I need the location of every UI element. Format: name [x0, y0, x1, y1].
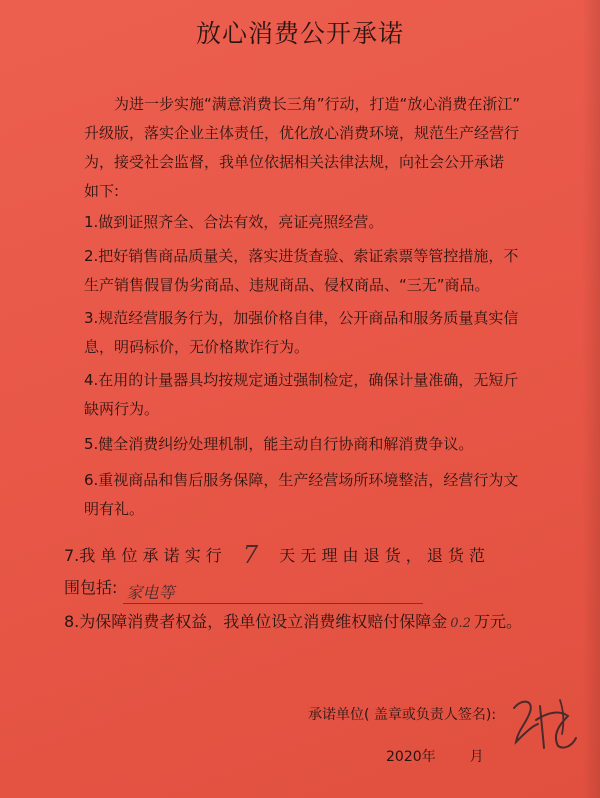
commitment-item-1: 1.做到证照齐全、合法有效，亮证亮照经营。: [84, 213, 384, 231]
commitment-item-3: [84, 304, 554, 362]
guarantee-amount-handwritten: 0.2: [450, 616, 471, 631]
intro-line-3: 为，接受社会监督，我单位依据相关法律法规，向社会公开承诺: [84, 153, 505, 171]
item-4-line-1: 4.在用的计量器具均按规定通过强制检定，确保计量准确，无短斤: [84, 371, 519, 389]
item-4-line-2: 缺两行为。: [84, 400, 160, 418]
commitment-item-6: [84, 466, 554, 524]
intro-line-1: 为进一步实施“满意消费长三角”行动，打造“放心消费在浙江”: [114, 95, 521, 113]
return-scope-field: [123, 577, 423, 604]
item-7-line-1: [64, 537, 554, 572]
item-7-line-2: [64, 572, 554, 604]
item-7-prefix: 7.我 单 位 承 诺 实 行: [64, 546, 222, 565]
commitment-item-4: [84, 366, 554, 424]
item-6-line-2: 明有礼。: [84, 500, 145, 518]
intro-line-2: 升级版，落实企业主体责任，优化放心消费环境，规范生产经营行: [84, 124, 520, 142]
return-scope-handwritten: 家电等: [126, 583, 175, 602]
intro-paragraph: [84, 90, 554, 206]
return-days-handwritten: 7: [242, 541, 259, 569]
handwritten-signature: [500, 690, 586, 760]
item-2-line-2: 生产销售假冒伪劣商品、违规商品、侵权商品、“三无”商品。: [84, 276, 490, 294]
item-3-line-2: 息，明码标价，无价格欺诈行为。: [84, 338, 310, 356]
signature-date: [386, 746, 484, 766]
document-title: 放心消费公开承诺: [195, 19, 404, 48]
date-year: 2020年: [386, 749, 436, 765]
paper-shadow: [582, 0, 600, 798]
item-7-middle: 天 无 理 由 退 货 ， 退 货 范: [279, 546, 486, 565]
date-month: 月: [469, 749, 484, 765]
item-6-line-1: 6.重视商品和售后服务保障，生产经营场所环境整洁，经营行为文: [84, 471, 519, 489]
item-8-prefix: 8.为保障消费者权益，我单位设立消费维权赔付保障金: [64, 612, 448, 631]
item-3-line-1: 3.规范经营服务行为，加强价格自律，公开商品和服务质量真实信: [84, 309, 519, 327]
signature-label: 承诺单位( 盖章或负责人签名):: [308, 707, 497, 723]
commitment-item-7: [64, 537, 554, 604]
commitment-item-8: [64, 606, 554, 640]
item-2-line-1: 2.把好销售商品质量关，落实进货查验、索证索票等管控措施，不: [84, 247, 519, 265]
commitment-item-5: 5.健全消费纠纷处理机制，能主动自行协商和解消费争议。: [84, 435, 474, 453]
return-scope-label: 围包括:: [64, 578, 118, 597]
intro-line-4: 如下:: [84, 182, 120, 200]
item-8-suffix: 万元。: [473, 612, 522, 631]
commitment-item-2: [84, 242, 554, 300]
